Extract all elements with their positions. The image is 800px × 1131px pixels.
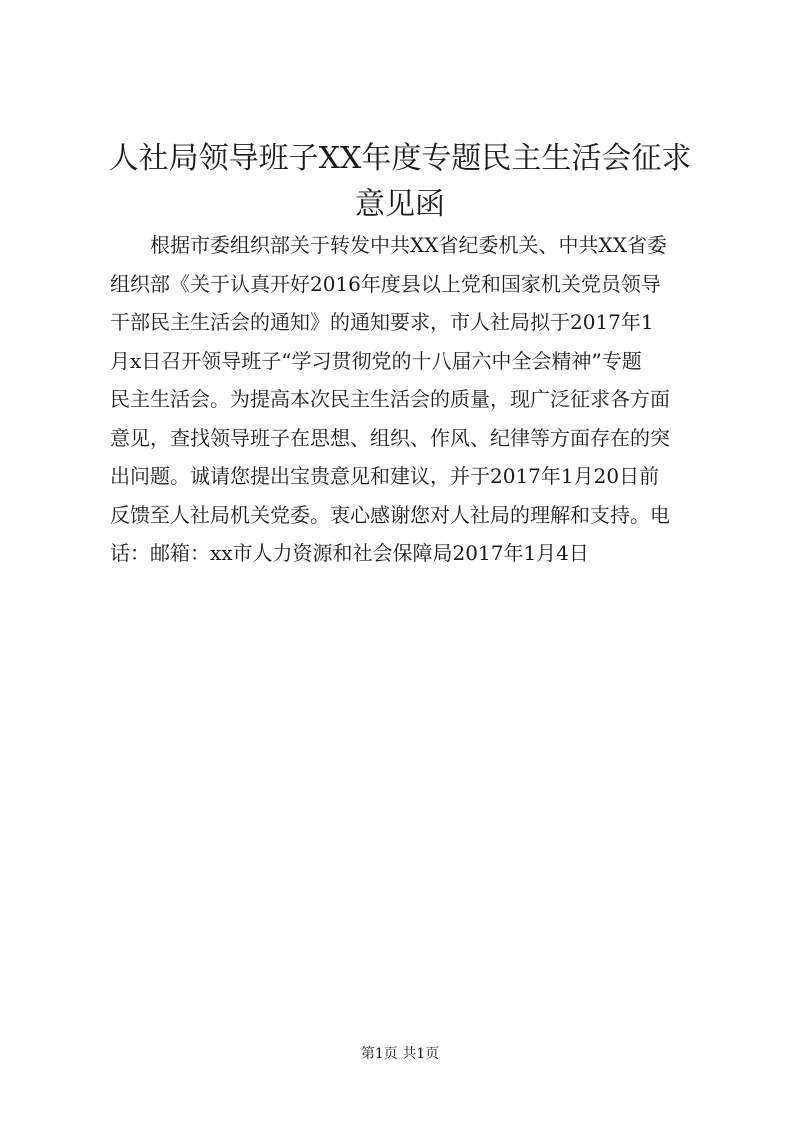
- document-body: [110, 226, 710, 573]
- body-line-7: 出问题。诚请您提出宝贵意见和建议，并于2017年1月20日前: [110, 464, 660, 488]
- title-line-2: 意见函: [355, 187, 445, 222]
- body-line-9: 话：邮箱：xx市人力资源和社会保障局2017年1月4日: [110, 541, 589, 565]
- body-line-2: 组织部《关于认真开好2016年度县以上党和国家机关党员领导: [110, 271, 661, 296]
- title-line-1: 人社局领导班子XX年度专题民主生活会征求: [108, 141, 692, 176]
- document-title: [100, 136, 700, 228]
- body-line-1: 根据市委组织部关于转发中共XX省纪委机关、中共XX省委: [150, 233, 667, 257]
- body-line-3: 干部民主生活会的通知》的通知要求，市人社局拟于2017年1: [110, 310, 654, 334]
- body-line-6: 意见，查找领导班子在思想、组织、作风、纪律等方面存在的突: [110, 425, 670, 450]
- body-line-5: 民主生活会。为提高本次民主生活会的质量，现广泛征求各方面: [110, 387, 670, 411]
- page-footer: 第1页 共1页: [360, 1046, 440, 1062]
- body-line-8: 反馈至人社局机关党委。衷心感谢您对人社局的理解和支持。电: [110, 502, 670, 527]
- body-line-4: 月x日召开领导班子“学习贯彻党的十八届六中全会精神”专题: [110, 348, 642, 373]
